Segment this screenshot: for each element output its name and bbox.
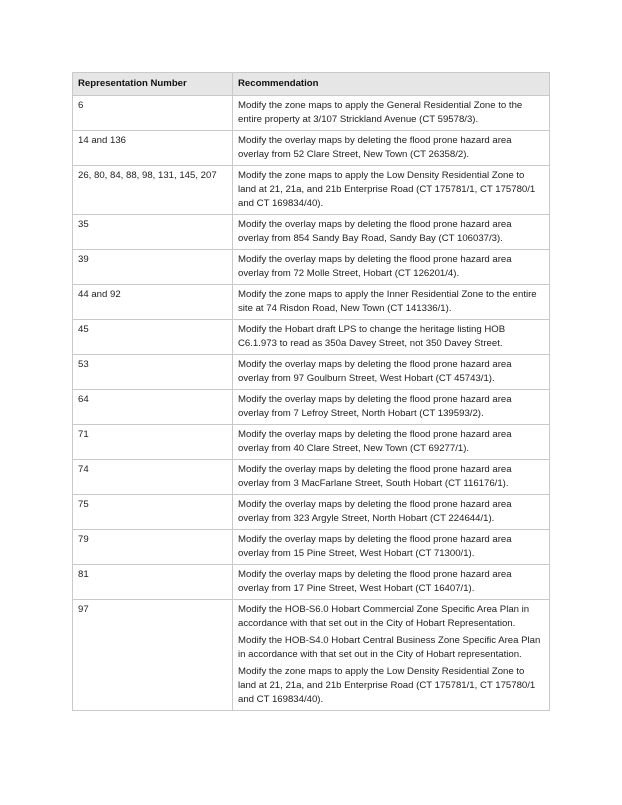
- table-row: [73, 320, 550, 355]
- representation-number-cell: 64: [73, 390, 233, 425]
- recommendation-text: Modify the zone maps to apply the Low Density Residential Zone to land at 21, 21a, and 21b Enterprise Road (CT 175781/1, CT 175780/1 and CT 169834/40).: [238, 666, 536, 705]
- table-row: [73, 460, 550, 495]
- recommendation-text: Modify the overlay maps by deleting the flood prone hazard area overlay from 854 Sandy Bay Road, Sandy Bay (CT 106037/3).: [238, 219, 512, 244]
- representation-number-cell: 53: [73, 355, 233, 390]
- recommendation-text: Modify the Hobart draft LPS to change the heritage listing HOB C6.1.973 to read as 350a Davey Street, not 350 Davey Street.: [238, 324, 506, 349]
- representation-number-cell: 81: [73, 565, 233, 600]
- recommendation-cell: [233, 320, 550, 355]
- representation-number-cell: 6: [73, 96, 233, 131]
- recommendation-cell: [233, 285, 550, 320]
- recommendation-cell: [233, 425, 550, 460]
- recommendation-cell: [233, 600, 550, 711]
- recommendation-cell: [233, 96, 550, 131]
- recommendation-text: Modify the overlay maps by deleting the flood prone hazard area overlay from 17 Pine Street, West Hobart (CT 16407/1).: [238, 569, 512, 594]
- recommendation-text: Modify the overlay maps by deleting the flood prone hazard area overlay from 323 Argyle Street, North Hobart (CT 224644/1).: [238, 499, 512, 524]
- recommendation-cell: [233, 215, 550, 250]
- table-row: [73, 131, 550, 166]
- recommendation-text: Modify the zone maps to apply the Low Density Residential Zone to land at 21, 21a, and 21b Enterprise Road (CT 175781/1, CT 175780/1 and CT 169834/40).: [238, 170, 536, 209]
- header-recommendation: Recommendation: [233, 73, 550, 96]
- table-row: [73, 96, 550, 131]
- recommendation-cell: [233, 530, 550, 565]
- table-header-row: [73, 73, 550, 96]
- recommendation-text: Modify the zone maps to apply the General Residential Zone to the entire property at 3/107 Strickland Avenue (CT 59578/3).: [238, 100, 523, 125]
- recommendation-text: Modify the zone maps to apply the Inner Residential Zone to the entire site at 74 Risdon Road, New Town (CT 141336/1).: [238, 289, 537, 314]
- recommendation-text: Modify the overlay maps by deleting the flood prone hazard area overlay from 3 MacFarlane Street, South Hobart (CT 116176/1).: [238, 464, 512, 489]
- representation-number-cell: 75: [73, 495, 233, 530]
- recommendation-text: Modify the HOB-S4.0 Hobart Central Business Zone Specific Area Plan in accordance with that set out in the City of Hobart representation.: [238, 635, 541, 660]
- representation-number-cell: 35: [73, 215, 233, 250]
- recommendation-text: Modify the overlay maps by deleting the flood prone hazard area overlay from 72 Molle Street, Hobart (CT 126201/4).: [238, 254, 512, 279]
- table-row: [73, 166, 550, 215]
- recommendation-cell: [233, 460, 550, 495]
- table-row: [73, 600, 550, 711]
- table-row: [73, 215, 550, 250]
- table-row: [73, 355, 550, 390]
- recommendations-table: [72, 72, 550, 711]
- table-row: [73, 390, 550, 425]
- recommendation-cell: [233, 390, 550, 425]
- table-row: [73, 425, 550, 460]
- recommendation-text: Modify the overlay maps by deleting the flood prone hazard area overlay from 7 Lefroy Street, North Hobart (CT 139593/2).: [238, 394, 512, 419]
- recommendation-cell: [233, 250, 550, 285]
- representation-number-cell: 39: [73, 250, 233, 285]
- recommendation-text: Modify the HOB-S6.0 Hobart Commercial Zone Specific Area Plan in accordance with that set out in the City of Hobart Representation.: [238, 604, 530, 629]
- table-row: [73, 285, 550, 320]
- representation-number-cell: 97: [73, 600, 233, 711]
- recommendation-text: Modify the overlay maps by deleting the flood prone hazard area overlay from 52 Clare Street, New Town (CT 26358/2).: [238, 135, 512, 160]
- table-row: [73, 530, 550, 565]
- recommendation-cell: [233, 355, 550, 390]
- header-representation-number: Representation Number: [73, 73, 233, 96]
- recommendation-text: Modify the overlay maps by deleting the flood prone hazard area overlay from 97 Goulburn Street, West Hobart (CT 45743/1).: [238, 359, 512, 384]
- table-row: [73, 495, 550, 530]
- recommendation-text: Modify the overlay maps by deleting the flood prone hazard area overlay from 15 Pine Street, West Hobart (CT 71300/1).: [238, 534, 512, 559]
- recommendation-cell: [233, 565, 550, 600]
- representation-number-cell: 14 and 136: [73, 131, 233, 166]
- representation-number-cell: 71: [73, 425, 233, 460]
- table-row: [73, 250, 550, 285]
- recommendation-text: Modify the overlay maps by deleting the flood prone hazard area overlay from 40 Clare Street, New Town (CT 69277/1).: [238, 429, 512, 454]
- table-body: [73, 96, 550, 711]
- table-row: [73, 565, 550, 600]
- recommendation-cell: [233, 495, 550, 530]
- representation-number-cell: 74: [73, 460, 233, 495]
- representation-number-cell: 44 and 92: [73, 285, 233, 320]
- representation-number-cell: 79: [73, 530, 233, 565]
- recommendation-cell: [233, 131, 550, 166]
- representation-number-cell: 26, 80, 84, 88, 98, 131, 145, 207: [73, 166, 233, 215]
- recommendation-cell: [233, 166, 550, 215]
- representation-number-cell: 45: [73, 320, 233, 355]
